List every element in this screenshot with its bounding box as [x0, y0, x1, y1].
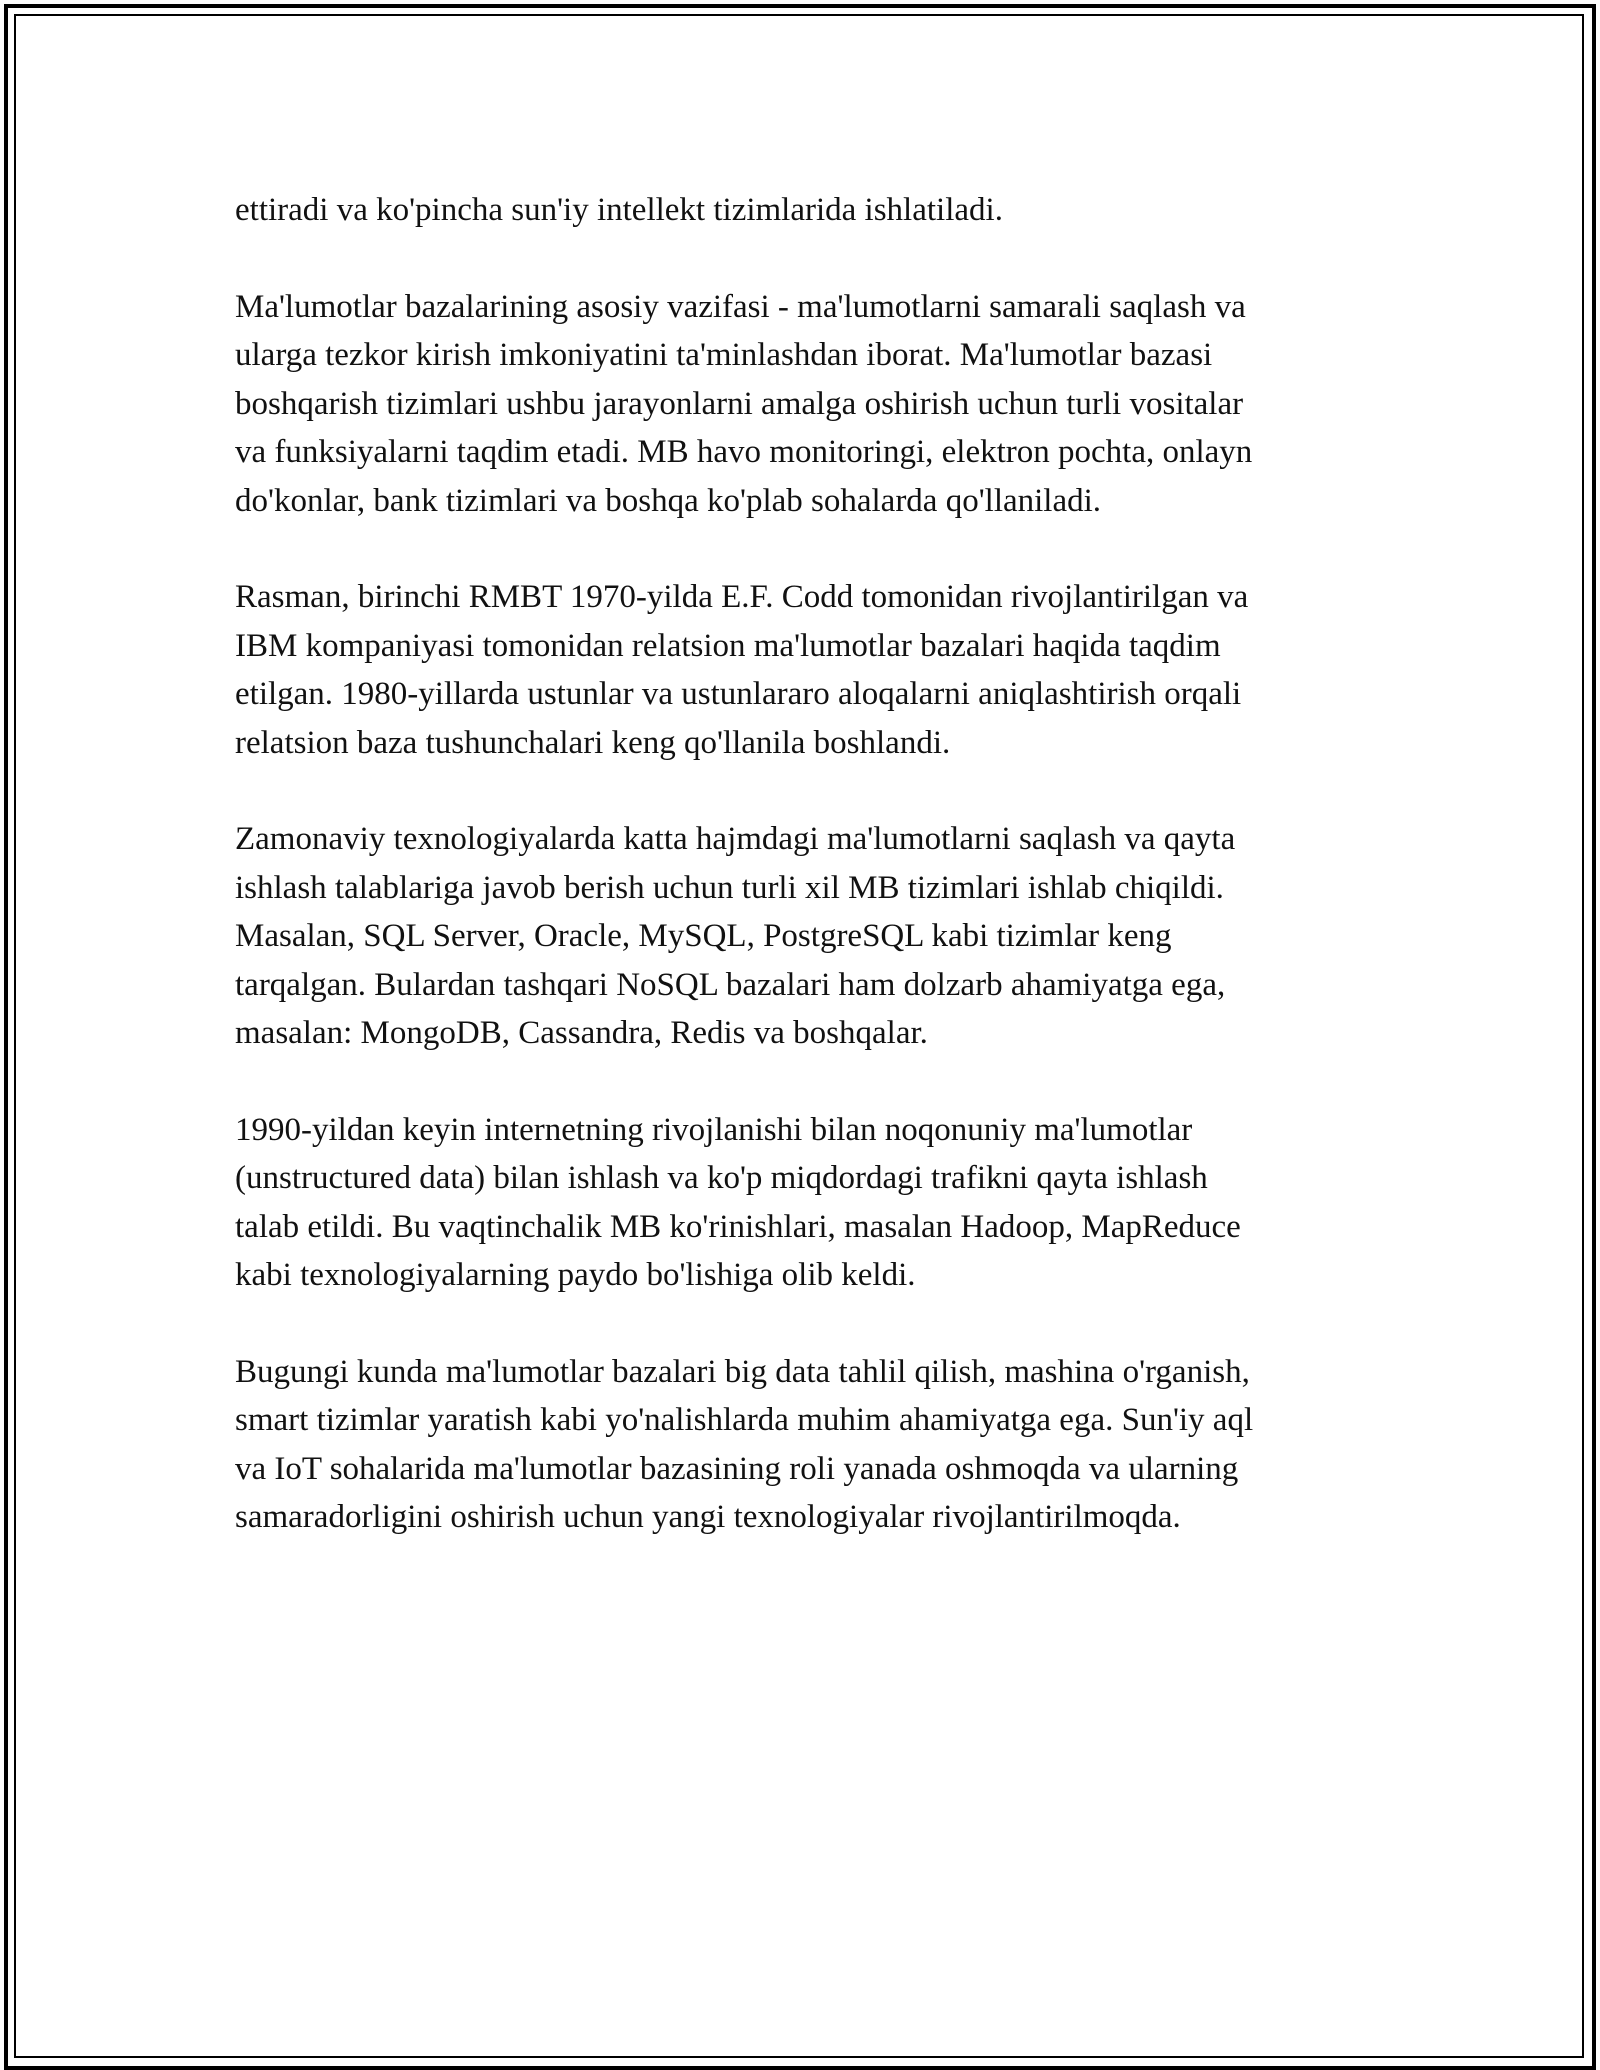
- paragraph-rmbt-history: [235, 573, 1370, 767]
- text-line: (unstructured data) bilan ishlash va ko'p miqdordagi trafikni qayta ishlash: [235, 1160, 1208, 1196]
- document-body: [235, 186, 1370, 1590]
- text-line: talab etildi. Bu vaqtinchalik MB ko'rinishlari, masalan Hadoop, MapReduce: [235, 1208, 1241, 1245]
- paragraph-modern-technologies: [235, 815, 1370, 1058]
- text-line: va funksiyalarni taqdim etadi. MB havo monitoringi, elektron pochta, onlayn: [235, 434, 1253, 470]
- text-line: Rasman, birinchi RMBT 1970-yilda E.F. Codd tomonidan rivojlantirilgan va: [235, 579, 1249, 615]
- paragraph-intro-continuation: [235, 186, 1370, 235]
- text-line: etilgan. 1980-yillarda ustunlar va ustunlararo aloqalarni aniqlashtirish orqali: [235, 676, 1242, 712]
- text-line: ularga tezkor kirish imkoniyatini ta'minlashdan iborat. Ma'lumotlar bazasi: [235, 337, 1213, 373]
- paragraph-current-applications: [235, 1348, 1370, 1542]
- text-line: Masalan, SQL Server, Oracle, MySQL, PostgreSQL kabi tizimlar keng: [235, 918, 1172, 954]
- text-line: relatsion baza tushunchalari keng qo'llanila boshlandi.: [235, 724, 951, 761]
- text-line: ishlash talablariga javob berish uchun turli xil MB tizimlari ishlab chiqildi.: [235, 869, 1224, 906]
- text-line: boshqarish tizimlari ushbu jarayonlarni amalga oshirish uchun turli vositalar: [235, 385, 1244, 422]
- text-line: masalan: MongoDB, Cassandra, Redis va boshqalar.: [235, 1015, 928, 1051]
- text-line: IBM kompaniyasi tomonidan relatsion ma'lumotlar bazalari haqida taqdim: [235, 627, 1221, 664]
- text-line: samaradorligini oshirish uchun yangi texnologiyalar rivojlantirilmoqda.: [235, 1499, 1181, 1535]
- text-line: kabi texnologiyalarning paydo bo'lishiga olib keldi.: [235, 1257, 916, 1293]
- text-line: smart tizimlar yaratish kabi yo'nalishlarda muhim ahamiyatga ega. Sun'iy aql: [235, 1402, 1254, 1438]
- text-line: va IoT sohalarida ma'lumotlar bazasining roli yanada oshmoqda va ularning: [235, 1450, 1239, 1487]
- text-line: ettiradi va ko'pincha sun'iy intellekt tizimlarida ishlatiladi.: [235, 192, 1003, 228]
- paragraph-unstructured-data: [235, 1106, 1370, 1300]
- text-line: Ma'lumotlar bazalarining asosiy vazifasi - ma'lumotlarni samarali saqlash va: [235, 288, 1246, 325]
- paragraph-database-purpose: [235, 283, 1370, 526]
- text-line: 1990-yildan keyin internetning rivojlanishi bilan noqonuniy ma'lumotlar: [235, 1111, 1193, 1148]
- text-line: Zamonaviy texnologiyalarda katta hajmdagi ma'lumotlarni saqlash va qayta: [235, 821, 1236, 857]
- text-line: do'konlar, bank tizimlari va boshqa ko'plab sohalarda qo'llaniladi.: [235, 482, 1102, 519]
- text-line: Bugungi kunda ma'lumotlar bazalari big data tahlil qilish, mashina o'rganish,: [235, 1353, 1250, 1390]
- text-line: tarqalgan. Bulardan tashqari NoSQL bazalari ham dolzarb ahamiyatga ega,: [235, 966, 1226, 1003]
